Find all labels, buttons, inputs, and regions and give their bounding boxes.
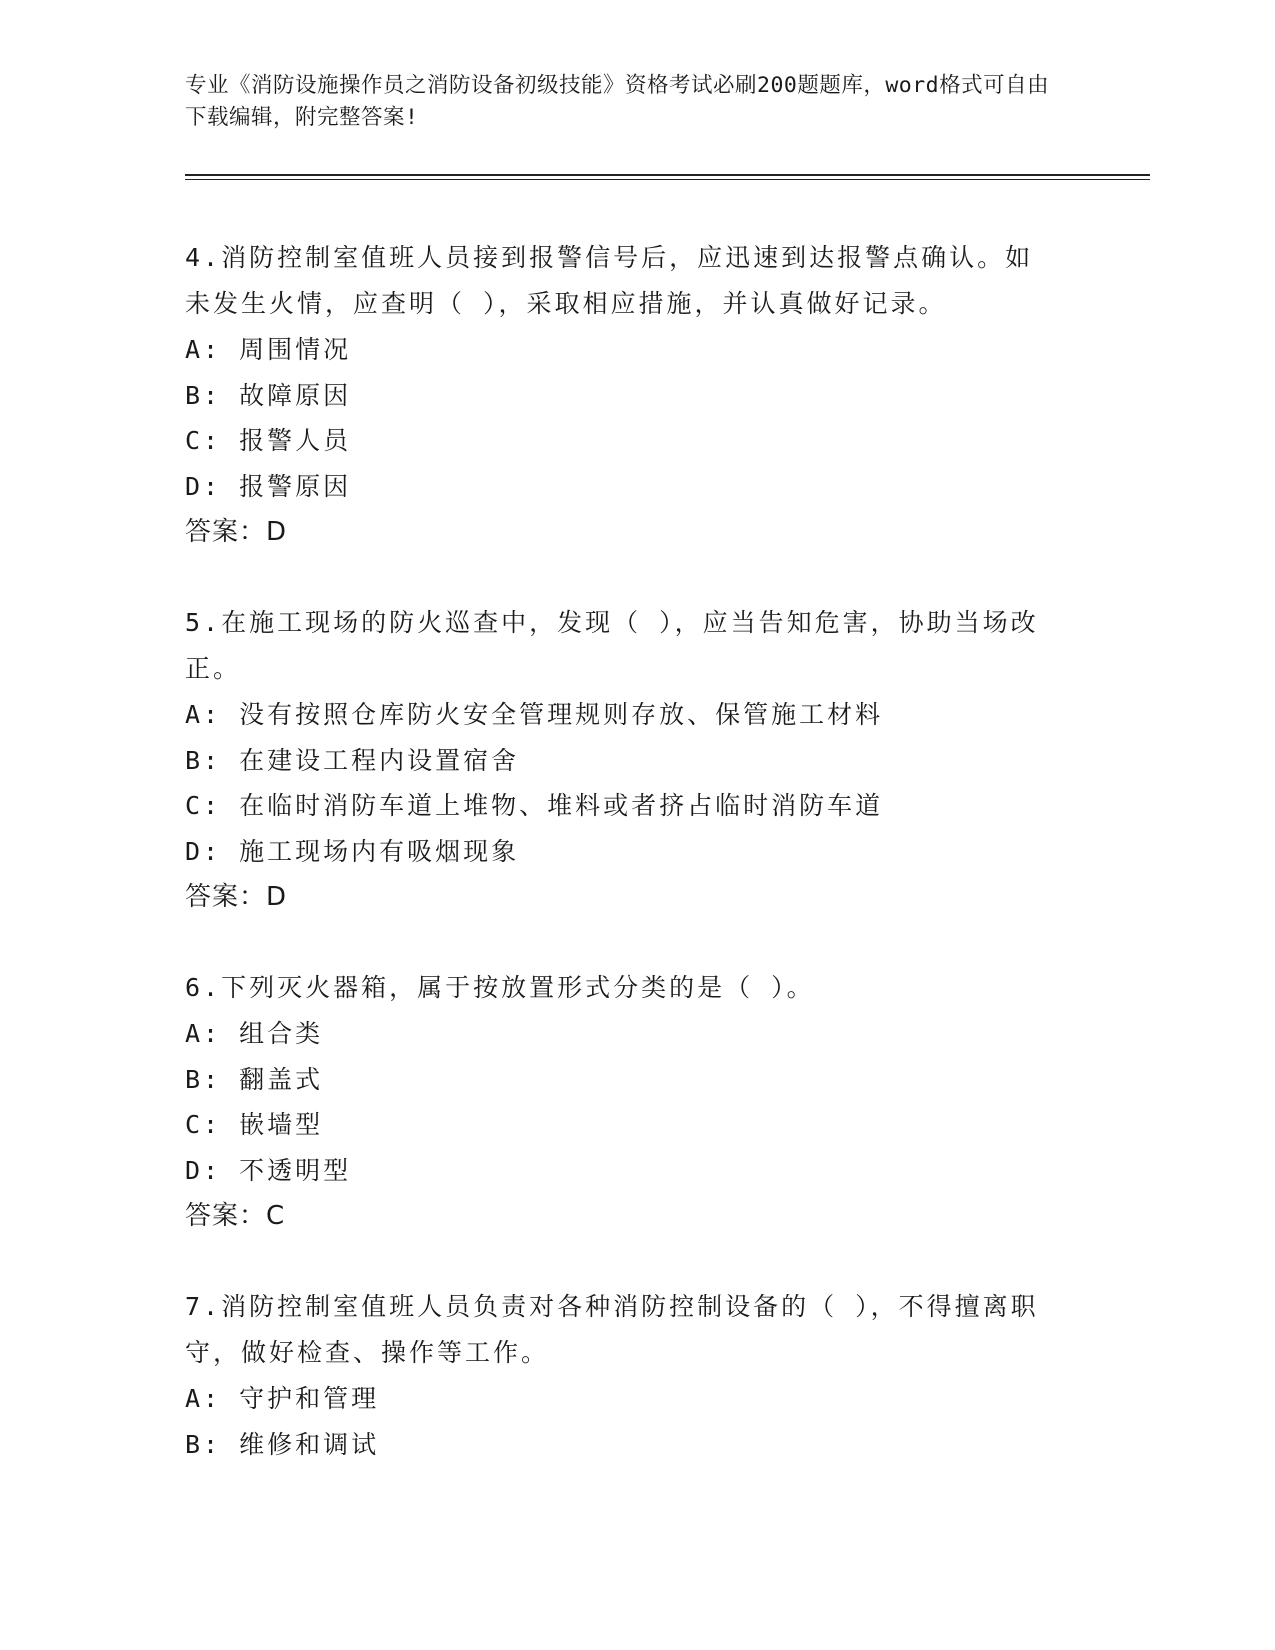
option-b: B: 维修和调试 — [185, 1429, 380, 1459]
option-c: C: 嵌墙型 — [185, 1110, 324, 1139]
question-6 — [185, 965, 1150, 1239]
option-a: A: 周围情况 — [185, 335, 352, 364]
option-d: D: 施工现场内有吸烟现象 — [185, 836, 520, 866]
question-5 — [185, 600, 1150, 920]
question-list — [185, 235, 1150, 1467]
answer-label: 答案：D — [185, 882, 288, 912]
divider-line-thin — [185, 179, 1150, 180]
option-b: B: 故障原因 — [185, 380, 352, 410]
option-d: D: 不透明型 — [185, 1155, 352, 1185]
option-a: A: 没有按照仓库防火安全管理规则存放、保管施工材料 — [185, 700, 884, 729]
option-b: B: 在建设工程内设置宿舍 — [185, 745, 520, 775]
divider-line-thick — [185, 174, 1150, 176]
question-stem: 4.消防控制室值班人员接到报警信号后，应迅速到达报警点确认。如未发生火情，应查明（ ），采取相应措施，并认真做好记录。 — [185, 243, 1034, 318]
question-4 — [185, 235, 1150, 555]
header-divider — [185, 174, 1150, 180]
answer-label: 答案：D — [185, 517, 288, 547]
answer-label: 答案：C — [185, 1201, 286, 1231]
document-page — [185, 70, 1150, 1512]
option-d: D: 报警原因 — [185, 471, 352, 501]
question-stem: 6.下列灭火器箱，属于按放置形式分类的是（ ）。 — [185, 973, 815, 1002]
option-b: B: 翻盖式 — [185, 1064, 324, 1094]
question-7 — [185, 1284, 1150, 1467]
document-header: 专业《消防设施操作员之消防设备初级技能》资格考试必刷200题题库，word格式可自由下载编辑，附完整答案! — [185, 73, 1050, 130]
option-a: A: 守护和管理 — [185, 1384, 380, 1413]
option-c: C: 在临时消防车道上堆物、堆料或者挤占临时消防车道 — [185, 791, 884, 820]
option-c: C: 报警人员 — [185, 426, 352, 455]
question-stem: 5.在施工现场的防火巡查中，发现（ ），应当告知危害，协助当场改正。 — [185, 608, 1039, 683]
question-stem: 7.消防控制室值班人员负责对各种消防控制设备的（ ），不得擅离职守，做好检查、操作等工作。 — [185, 1292, 1039, 1367]
option-a: A: 组合类 — [185, 1019, 324, 1048]
